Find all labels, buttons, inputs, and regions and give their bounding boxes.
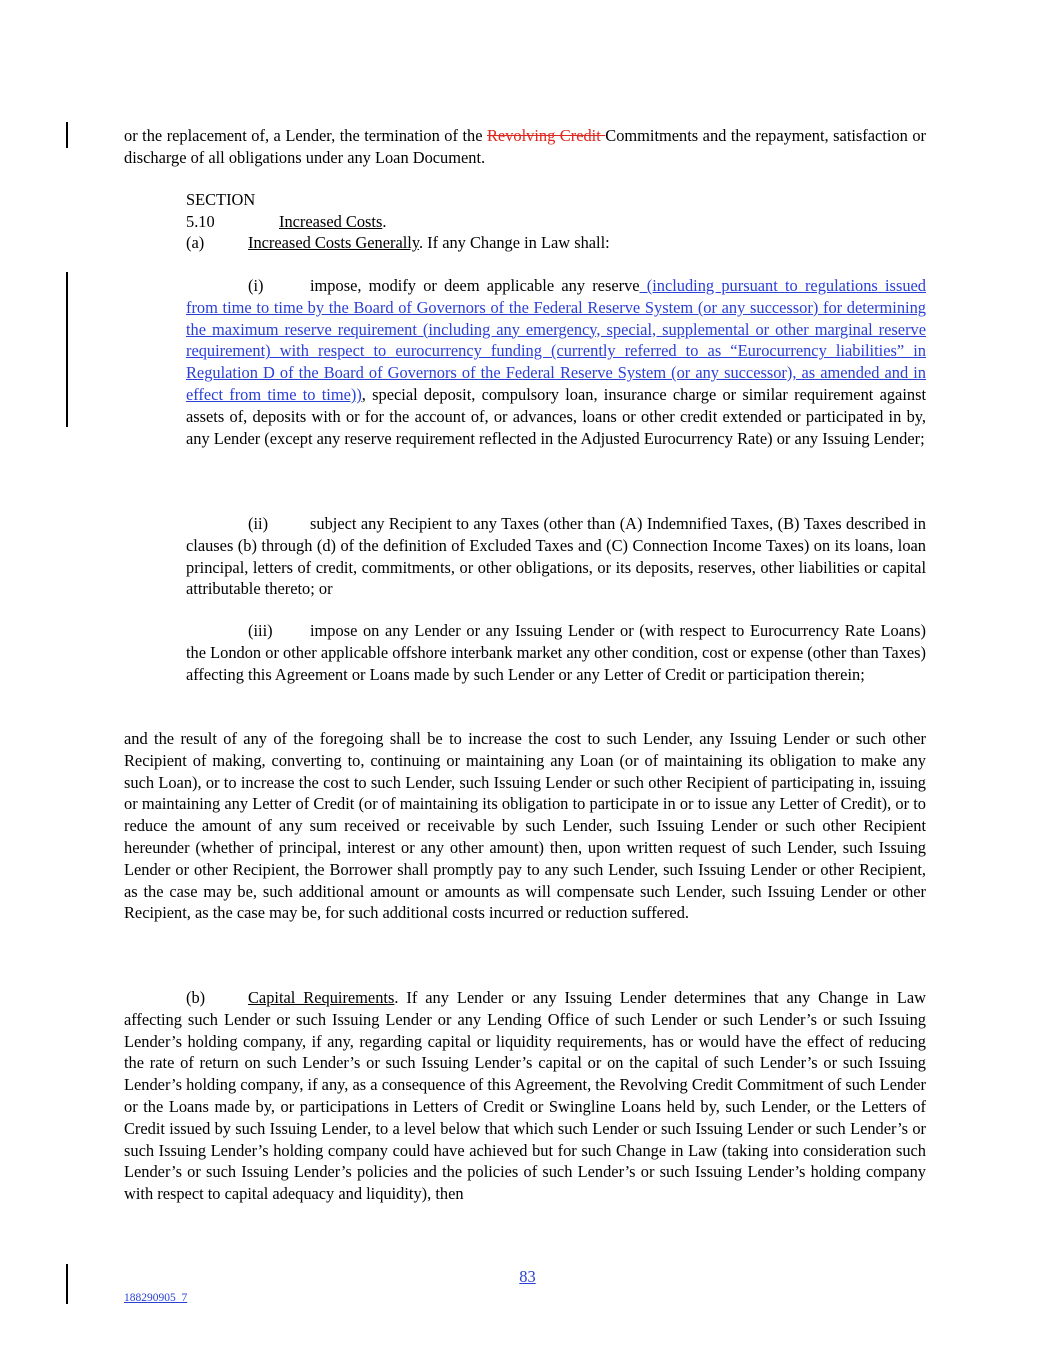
page-number: 83 [519, 1267, 536, 1286]
clause-b: (b) Capital Requirements. If any Lender or any Issuing Lender determines that any Change in Law affecting such Lender or such Issuing Lender or any Lending Office of such Lender or such Lender’s or such Issuing Lender’s holding company, if any, regarding capital or liquidity requirements, has or would have the effect of reducing the rate of return on such Lender’s or such Issuing Lender’s capital or on the capital of such Lender’s or such Issuing Lender’s holding company, if any, as a consequence of this Agreement, the Revolving Credit Commitment of such Lender or the Loans made by, or participations in Letters of Credit or Swingline Loans held by, such Lender, or the Letters of Credit issued by such Issuing Lender, to a level below that which such Lender or such Issuing Lender or such Lender’s or such Issuing Lender’s holding company could have achieved but for such Change in Law (taking into consideration such Lender’s or such Issuing Lender’s policies and the policies of such Lender’s or such Issuing Lender’s holding company with respect to capital adequacy and liquidity), then [124, 988, 926, 1204]
clause-i: (i) impose, modify or deem applicable any reserve (including pursuant to regulations issued from time to time by the Board of Governors of the Federal Reserve System (or any successor) for determining the maximum reserve requirement (including any emergency, special, supplemental or other marginal reserve requirement) with respect to eurocurrency funding (currently referred to as “Eurocurrency liabilities” in Regulation D of the Board of Governors of the Federal Reserve System (or any successor), as amended and in effect from time to time)), special deposit, compulsory loan, insurance charge or similar requirement against assets of, deposits with or for the account of, or advances, loans or other credit extended or participated in by, any Lender (except any reserve requirement reflected in the Adjusted Eurocurrency Rate) or any Issuing Lender; [186, 276, 927, 448]
clause-a-title: Increased Costs Generally [248, 233, 419, 252]
deleted-text: Revolving Credit [487, 126, 606, 145]
change-bar [66, 122, 68, 148]
change-bar [66, 272, 68, 427]
document-id: 188290905_7 [124, 1292, 188, 1304]
result-paragraph: and the result of any of the foregoing shall be to increase the cost to such Lender, any Issuing Lender or such other Recipient of making, converting to, continuing or maintaining any Loan (or of maintaining its obligation to make any such Loan), or to increase the cost to such Lender, such Issuing Lender or such other Recipient of participating in, issuing or maintaining any Letter of Credit (or of maintaining its obligation to participate in or to issue any Letter of Credit), or to reduce the amount of any sum received or receivable by such Lender, such Issuing Lender or such other Recipient hereunder (whether of principal, interest or any other amount) then, upon written request of such Lender, such Issuing Lender or other Recipient, the Borrower shall promptly pay to any such Lender, such Issuing Lender or other Recipient, as the case may be, such additional amount or amounts as will compensate such Lender, such Issuing Lender or other Recipient, as the case may be, for such additional costs incurred or reduction suffered. [124, 729, 926, 923]
clause-b-title: Capital Requirements [248, 988, 395, 1007]
section-heading: SECTION 5.10 Increased Costs. [186, 190, 387, 231]
section-title: Increased Costs [279, 211, 383, 231]
clause-ii: (ii) subject any Recipient to any Taxes (other than (A) Indemnified Taxes, (B) Taxes described in clauses (b) through (d) of the definition of Excluded Taxes and (C) Connection Income Taxes) on its loans, loan principal, letters of credit, commitments, or other obligations, or its deposits, reserves, other liabilities or capital attributable thereto; or [186, 514, 926, 599]
top-paragraph: or the replacement of, a Lender, the termination of the Revolving Credit Commitments and the repayment, satisfaction or discharge of all obligations under any Loan Document. [124, 126, 926, 167]
inserted-text: (including pursuant to regulations issued from time to time by the Board of Governors of the Federal Reserve System (or any successor) for determining the maximum reserve requirement (including any emergency, special, supplemental or other marginal reserve requirement) with respect to eurocurrency funding (currently referred to as “Eurocurrency liabilities” in Regulation D of the Board of Governors of the Federal Reserve System (or any successor), as amended and in effect from time to time)) [186, 276, 926, 404]
clause-iii: (iii) impose on any Lender or any Issuing Lender or (with respect to Eurocurrency Rate Loans) the London or other applicable offshore interbank market any other condition, cost or expense (other than Taxes) affecting this Agreement or Loans made by such Lender or any Letter of Credit or participation therein; [186, 621, 926, 684]
clause-a-heading: (a) Increased Costs Generally. If any Change in Law shall: [186, 233, 610, 252]
